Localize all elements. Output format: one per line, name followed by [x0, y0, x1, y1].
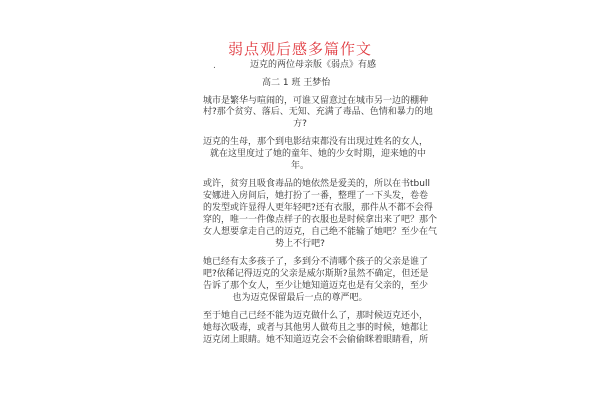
body-line: 吧?依稀记得迈克的父亲是威尔斯斯?虽然不确定，但还是	[203, 269, 429, 279]
body-line: 或许，贫穷且吸食毒品的她依然是爱美的，所以在书tbull	[203, 179, 430, 189]
body-line: 势上不行吧?	[275, 239, 325, 249]
body-line: 方?	[293, 119, 307, 129]
body-line: 她每次吸毒，或者与其他男人做苟且之事的时候，她都让	[203, 323, 429, 333]
body-line: 迈克闭上眼睛。她不知道迈克会不会偷偷眯着眼睛看，所	[203, 335, 429, 345]
body-line: 告诉了那个女人，至少让她知道迈克也是有父亲的，至少	[203, 281, 429, 291]
body-line: 穿的，唯一一件像点样子的衣服也是时候拿出来了吧？那个	[203, 215, 438, 225]
document-subtitle: 迈克的两位母亲版《弱点》有感	[250, 60, 377, 70]
body-line: 女人想要拿走自己的迈克，自己绝不能输了她吧？至少在气	[203, 227, 438, 237]
body-line: 就在这里度过了她的童年、她的少女时期，迎来她的中	[210, 149, 427, 159]
body-line: 她已经有太多孩子了，多到分不清哪个孩子的父亲是谁了	[203, 257, 429, 267]
body-line: 城市是繁华与喧闹的，可谁又留意过在城市另一边的棚种	[203, 96, 429, 106]
body-line: 也为迈克保留最后一点的尊严吧。	[232, 293, 368, 303]
body-line: 村?那个贫穷、落后、无知、充满了毒品、色情和暴力的地	[203, 107, 433, 117]
document-title: 弱点观后感多篇作文	[227, 40, 372, 58]
body-line: 的发型或许显得人更年轻吧?还有衣服，那件从不都不会得	[203, 203, 433, 213]
stray-mark: .	[213, 61, 216, 71]
body-line: 年。	[290, 161, 309, 171]
author-line: 高二 1 班 王梦怡	[262, 78, 331, 88]
body-line: 至于她自己已经不能为迈克做什么了，那时候迈克还小，	[203, 311, 429, 321]
body-line: 迈克的生母，那个到电影结束都没有出现过姓名的女人，	[203, 137, 429, 147]
body-line: 安娜进入房间后，她打扮了一番，整理了一下头发，卷卷	[203, 191, 429, 201]
